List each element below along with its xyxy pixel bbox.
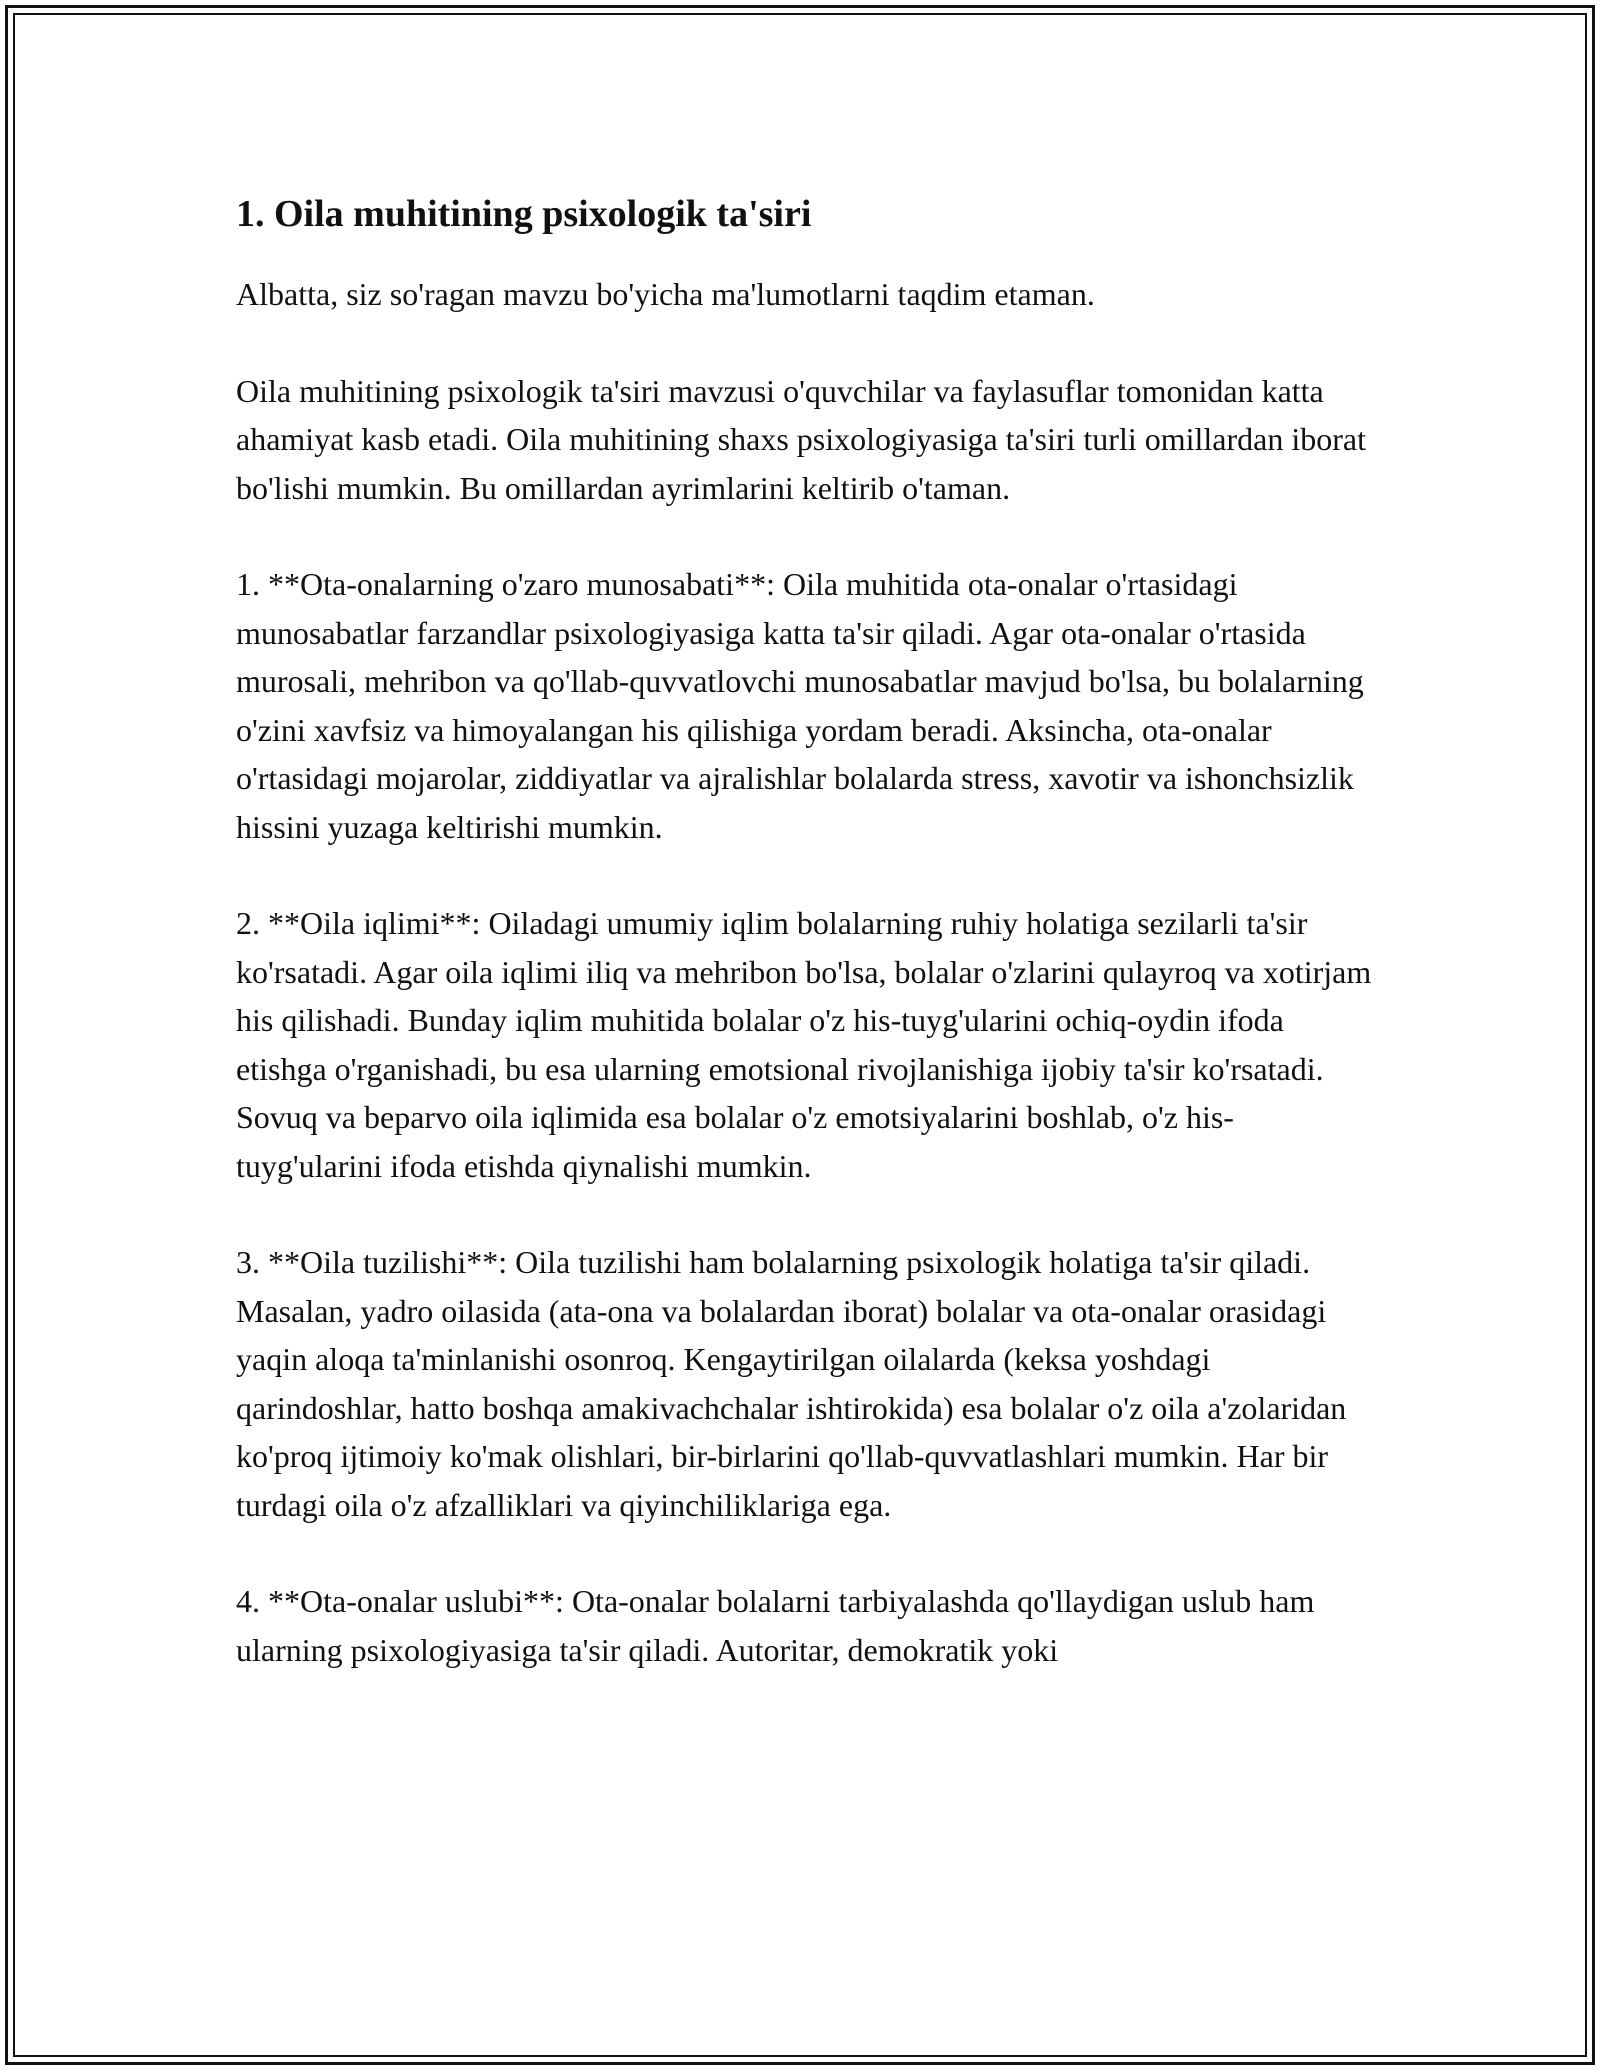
section-heading: 1. Oila muhitining psixologik ta'siri [236,193,812,235]
overview-paragraph: Oila muhitining psixologik ta'siri mavzusi o'quvchilar va faylasuflar tomonidan katta ahamiyat kasb etadi. Oila muhitining shaxs psixologiyasiga ta'siri turli omillardan iborat bo'lishi mumkin. Bu omillardan ayrimlarini keltirib o'taman. [236,372,1366,506]
point-4-paragraph: 4. **Ota-onalar uslubi**: Ota-onalar bolalarni tarbiyalashda qo'llaydigan uslub ham ularning psixologiyasiga ta'sir qiladi. Autoritar, demokratik yoki [236,1583,1315,1668]
point-1-paragraph: 1. **Ota-onalarning o'zaro munosabati**: Oila muhitida ota-onalar o'rtasidagi munosabatlar farzandlar psixologiyasiga katta ta'sir qiladi. Agar ota-onalar o'rtasida murosali, mehribon va qo'llab-quvvatlovchi munosabatlar mavjud bo'lsa, bu bolalarning o'zini xavfsiz va himoyalangan his qilishiga yordam beradi. Aksincha, ota-onalar o'rtasidagi mojarolar, ziddiyatlar va ajralishlar bolalarda stress, xavotir va ishonchsizlik hissini yuzaga keltirishi mumkin. [236,566,1364,845]
point-2-paragraph: 2. **Oila iqlimi**: Oiladagi umumiy iqlim bolalarning ruhiy holatiga sezilarli ta'sir ko'rsatadi. Agar oila iqlimi iliq va mehribon bo'lsa, bolalar o'zlarini qulayroq va xotirjam his qilishadi. Bunday iqlim muhitida bolalar o'z his-tuyg'ularini ochiq-oydin ifoda etishga o'rganishadi, bu esa ularning emotsional rivojlanishiga ijobiy ta'sir ko'rsatadi. Sovuq va beparvo oila iqlimida esa bolalar o'z emotsiyalarini boshlab, o'z his-tuyg'ularini ifoda etishda qiynalishi mumkin. [236,905,1372,1184]
document-body [236,186,1376,1722]
intro-paragraph: Albatta, siz so'ragan mavzu bo'yicha ma'lumotlarni taqdim etaman. [236,276,1095,312]
point-3-paragraph: 3. **Oila tuzilishi**: Oila tuzilishi ham bolalarning psixologik holatiga ta'sir qiladi. Masalan, yadro oilasida (ata-ona va bolalardan iborat) bolalar va ota-onalar orasidagi yaqin aloqa ta'minlanishi osonroq. Kengaytirilgan oilalarda (keksa yoshdagi qarindoshlar, hatto boshqa amakivachchalar ishtirokida) esa bolalar o'z oila a'zolaridan ko'proq ijtimoiy ko'mak olishlari, bir-birlarini qo'llab-quvvatlashlari mumkin. Har bir turdagi oila o'z afzalliklari va qiyinchiliklariga ega. [236,1244,1347,1523]
